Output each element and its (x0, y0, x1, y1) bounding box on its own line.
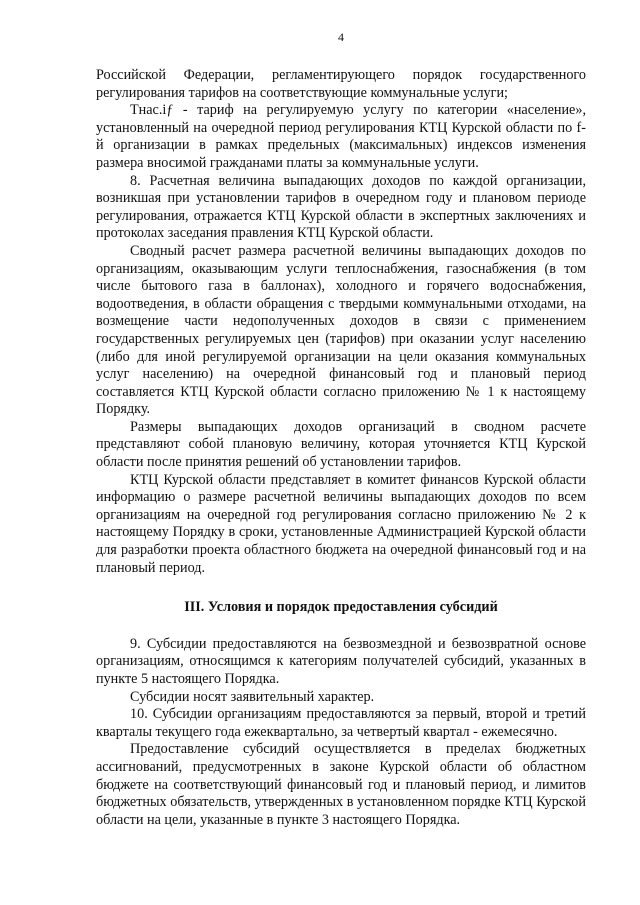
document-page (96, 30, 586, 829)
section-title: III. Условия и порядок предоставления субсидий (184, 599, 498, 616)
paragraph-item-9: 9. Субсидии предоставляются на безвозмездной и безвозвратной основе организациям, относящимся к категориям получателей субсидий, указанных в пункте 5 настоящего Порядка. (96, 635, 586, 687)
paragraph-lost-income-sizes: Размеры выпадающих доходов организаций в сводном расчете представляют собой плановую величину, которая уточняется КТЦ Курской области после принятия решений об установлении тарифов. (96, 418, 586, 471)
paragraph-item-8: 8. Расчетная величина выпадающих доходов по каждой организации, возникшая при установлении тарифов в очередном году и плановом периоде регулирования, отражается КТЦ Курской области в экспертных заключениях и протоколах заседания правления КТЦ Курской области. (96, 172, 586, 242)
paragraph-budget-limits: Предоставление субсидий осуществляется в пределах бюджетных ассигнований, предусмотренных в законе Курской области об областном бюджете на соответствующий финансовый год и плановый период, и лимитов бюджетных обязательств, утвержденных в установленном порядке КТЦ Курской области на цели, указанные в пункте 3 настоящего Порядка. (96, 741, 586, 828)
paragraph-information-submission: КТЦ Курской области представляет в комитет финансов Курской области информацию о размере расчетной величины выпадающих доходов по всем организациям на очередной год регулирования согласно приложению № 2 к настоящему Порядку в сроки, установленные Администрацией Курской области для разработки проекта областного бюджета на очередной финансовый год и на плановый период. (96, 471, 586, 576)
paragraph-item-10: 10. Субсидии организациям предоставляются за первый, второй и третий кварталы текущего года ежеквартально, за четвертый квартал - ежемесячно. (96, 706, 586, 740)
page-number: 4 (338, 30, 344, 44)
paragraph-summary-calculation: Сводный расчет размера расчетной величины выпадающих доходов по организациям, оказывающим услуги теплоснабжения, газоснабжения (в том числе бытового газа в баллонах), холодного и горячего водоснабжения, водоотведения, в области обращения с твердыми коммунальными отходами, на возмещение части недополученных доходов в связи с применением государственных регулируемых цен (тарифов) при оказании услуг населению (либо для иной регулируемой организации на цели оказания коммунальных услуг населению) на очередной финансовый год и плановый период составляется КТЦ Курской области согласно приложению № 1 к настоящему Порядку. (96, 242, 586, 418)
paragraph-application-nature: Субсидии носят заявительный характер. (130, 688, 375, 705)
paragraph-tariff-definition: Тнас.iƒ - тариф на регулируемую услугу по категории «население», установленный на очередной период регулирования КТЦ Курской области по f-й организации в рамках предельных (максимальных) индексов изменения размера вносимой гражданами платы за коммунальные услуги. (96, 102, 586, 171)
paragraph-federation-regulation: Российской Федерации, регламентирующего порядок государственного регулирования тарифов на соответствующие коммунальные услуги; (96, 67, 586, 101)
